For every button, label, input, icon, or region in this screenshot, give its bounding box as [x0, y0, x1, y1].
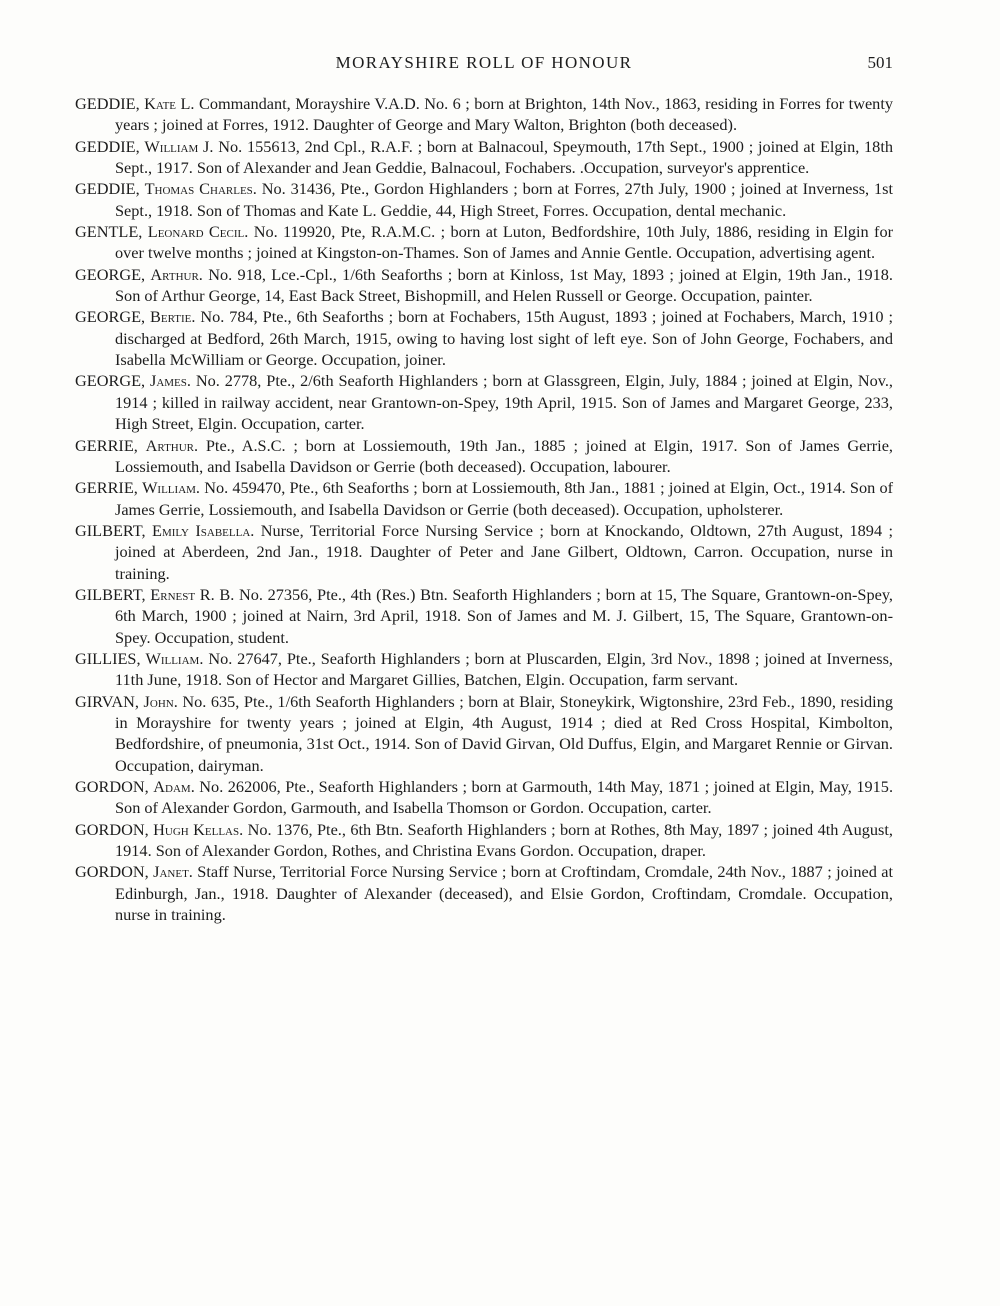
roll-entry: [75, 520, 893, 584]
entry-given-names: William J.: [144, 136, 214, 156]
entry-details: Staff Nurse, Territorial Force Nursing Service ; born at Croftindam, Cromdale, 24th Nov., 1887 ; joined at Edinburgh, Jan., 1918. Daughter of Alexander (deceased), and Elsie Gordon, Croftindam, Cromdale. Occupation, nurse in training.: [115, 862, 893, 925]
entry-surname: GEDDIE,: [75, 136, 140, 156]
entry-surname: GENTLE,: [75, 222, 143, 242]
entry-details: No. 27356, Pte., 4th (Res.) Btn. Seaforth Highlanders ; born at 15, The Square, Grantown-on-Spey, 6th March, 1900 ; joined at Nairn, 3rd April, 1918. Son of James and M. J. Gilbert, 15, The Square, Grantown-on-Spey. Occupation, student.: [115, 584, 893, 647]
entry-details: No. 155613, 2nd Cpl., R.A.F. ; born at Balnacoul, Speymouth, 17th Sept., 1900 ; joined at Elgin, 18th Sept., 1917. Son of Alexander and Jean Geddie, Balnacoul, Fochabers. .Occupation, surveyor's apprentice.: [115, 136, 893, 178]
entry-details: No. 119920, Pte, R.A.M.C. ; born at Luton, Bedfordshire, 10th July, 1886, residing in Elgin for over twelve months ; joined at Kingston-on-Thames. Son of James and Annie Gentle. Occupation, advertising agent.: [115, 222, 894, 263]
entry-surname: GILBERT,: [75, 584, 146, 604]
page-number: 501: [867, 53, 893, 72]
entry-surname: GEDDIE,: [75, 94, 140, 113]
roll-entry: [75, 819, 893, 862]
entry-surname: GERRIE,: [75, 435, 138, 455]
entry-surname: GORDON,: [75, 862, 149, 882]
entry-given-names: Ernest R. B.: [150, 584, 235, 604]
roll-entry: [75, 861, 893, 925]
entry-surname: GEORGE,: [75, 307, 146, 327]
entry-surname: GIRVAN,: [75, 691, 139, 711]
roll-entry: [75, 178, 893, 221]
roll-entry: [75, 93, 893, 136]
entry-given-names: John.: [143, 691, 178, 711]
entry-details: Pte., A.S.C. ; born at Lossiemouth, 19th Jan., 1885 ; joined at Elgin, 1917. Son of James Gerrie, Lossiemouth, and Isabella Davidson or Gerrie (both deceased). Occupation, labourer.: [115, 435, 893, 476]
entry-details: Nurse, Territorial Force Nursing Service ; born at Knockando, Oldtown, 27th August, 1894 ; joined at Aberdeen, 2nd Jan., 1918. Daughter of Peter and Jane Gilbert, Oldtown, Carron. Occupation, nurse in training.: [115, 520, 893, 583]
entry-details: Commandant, Morayshire V.A.D. No. 6 ; born at Brighton, 14th Nov., 1863, residing in Forres for twenty years ; joined at Forres, 1912. Daughter of George and Mary Walton, Brighton (both deceased).: [115, 94, 893, 135]
entry-given-names: James.: [150, 371, 191, 391]
entry-given-names: William.: [145, 648, 204, 668]
entry-given-names: Arthur.: [150, 264, 203, 284]
roll-entry: [75, 648, 893, 691]
entry-surname: GORDON,: [75, 819, 149, 839]
entry-details: No. 31436, Pte., Gordon Highlanders ; born at Forres, 27th July, 1900 ; joined at Inverness, 1st Sept., 1918. Son of Thomas and Kate L. Geddie, 44, High Street, Forres. Occupation, dental mechanic.: [115, 179, 894, 220]
entry-details: No. 1376, Pte., 6th Btn. Seaforth Highlanders ; born at Rothes, 8th May, 1897 ; joined 4th August, 1914. Son of Alexander Gordon, Rothes, and Christina Evans Gordon. Occupation, draper.: [115, 819, 893, 861]
entry-details: No. 27647, Pte., Seaforth Highlanders ; born at Pluscarden, Elgin, 3rd Nov., 1898 ; joined at Inverness, 11th June, 1918. Son of Hector and Margaret Gillies, Batchen, Elgin. Occupation, farm servant.: [115, 648, 893, 690]
roll-entry: [75, 221, 893, 264]
entry-given-names: Emily Isabella.: [152, 520, 255, 540]
entry-given-names: Bertie.: [150, 307, 196, 327]
roll-entry: [75, 370, 893, 434]
entry-surname: GEDDIE,: [75, 179, 140, 199]
roll-entry: [75, 306, 893, 370]
entry-details: No. 784, Pte., 6th Seaforths ; born at Fochabers, 15th August, 1893 ; joined at Fochabers, March, 1910 ; discharged at Bedford, 26th March, 1915, owing to having lost sight of left eye. Son of John George, Fochabers, and Isabella McWilliam or George. Occupation, joiner.: [115, 307, 893, 370]
entry-surname: GILBERT,: [75, 520, 146, 540]
entry-surname: GILLIES,: [75, 648, 141, 668]
roll-entry: [75, 435, 893, 478]
roll-entries-list: [75, 93, 893, 925]
entry-given-names: Thomas Charles.: [144, 179, 257, 199]
entry-given-names: Arthur.: [145, 435, 199, 455]
entry-details: No. 2778, Pte., 2/6th Seaforth Highlanders ; born at Glassgreen, Elgin, July, 1884 ; joined at Elgin, Nov., 1914 ; killed in railway accident, near Grantown-on-Spey, 19th April, 1915. Son of James and Margaret George, 233, High Street, Elgin. Occupation, carter.: [115, 371, 893, 434]
entry-given-names: Hugh Kellas.: [153, 819, 244, 839]
entry-details: No. 459470, Pte., 6th Seaforths ; born at Lossiemouth, 8th Jan., 1881 ; joined at Elgin, Oct., 1914. Son of James Gerrie, Lossiemouth, and Isabella Davidson or Gerrie (both deceased). Occupation, upholsterer.: [115, 478, 894, 519]
running-header: [75, 52, 893, 76]
entry-given-names: Adam.: [153, 777, 195, 796]
roll-entry: [75, 691, 893, 776]
entry-surname: GEORGE,: [75, 264, 146, 284]
entry-surname: GEORGE,: [75, 371, 146, 391]
entry-details: No. 635, Pte., 1/6th Seaforth Highlanders ; born at Blair, Stoneykirk, Wigtonshire, 23rd Feb., 1890, residing in Morayshire for twenty years ; joined at Elgin, 4th August, 1914 ; died at Red Cross Hospital, Kimbolton, Bedfordshire, of pneumonia, 31st Oct., 1914. Son of David Girvan, Old Duffus, Elgin, and Margaret Rennie or Girvan. Occupation, dairyman.: [115, 691, 893, 775]
roll-entry: [75, 477, 893, 520]
roll-entry: [75, 264, 893, 307]
entry-details: No. 918, Lce.-Cpl., 1/6th Seaforths ; born at Kinloss, 1st May, 1893 ; joined at Elgin, 19th Jan., 1918. Son of Arthur George, 14, East Back Street, Bishopmill, and Helen Russell or George. Occupation, painter.: [115, 264, 894, 306]
entry-surname: GERRIE,: [75, 478, 138, 498]
entry-given-names: Leonard Cecil.: [147, 222, 249, 242]
roll-entry: [75, 776, 893, 819]
roll-entry: [75, 136, 893, 179]
roll-entry: [75, 584, 893, 648]
page-title: MORAYSHIRE ROLL OF HONOUR: [335, 53, 633, 72]
entry-given-names: Janet.: [153, 862, 193, 882]
entry-surname: GORDON,: [75, 777, 149, 796]
entry-given-names: Kate L.: [144, 94, 195, 113]
entry-details: No. 262006, Pte., Seaforth Highlanders ; born at Garmouth, 14th May, 1871 ; joined at Elgin, May, 1915. Son of Alexander Gordon, Garmouth, and Isabella Thomson or Gordon. Occupation, carter.: [115, 777, 894, 818]
entry-given-names: William.: [142, 478, 200, 498]
